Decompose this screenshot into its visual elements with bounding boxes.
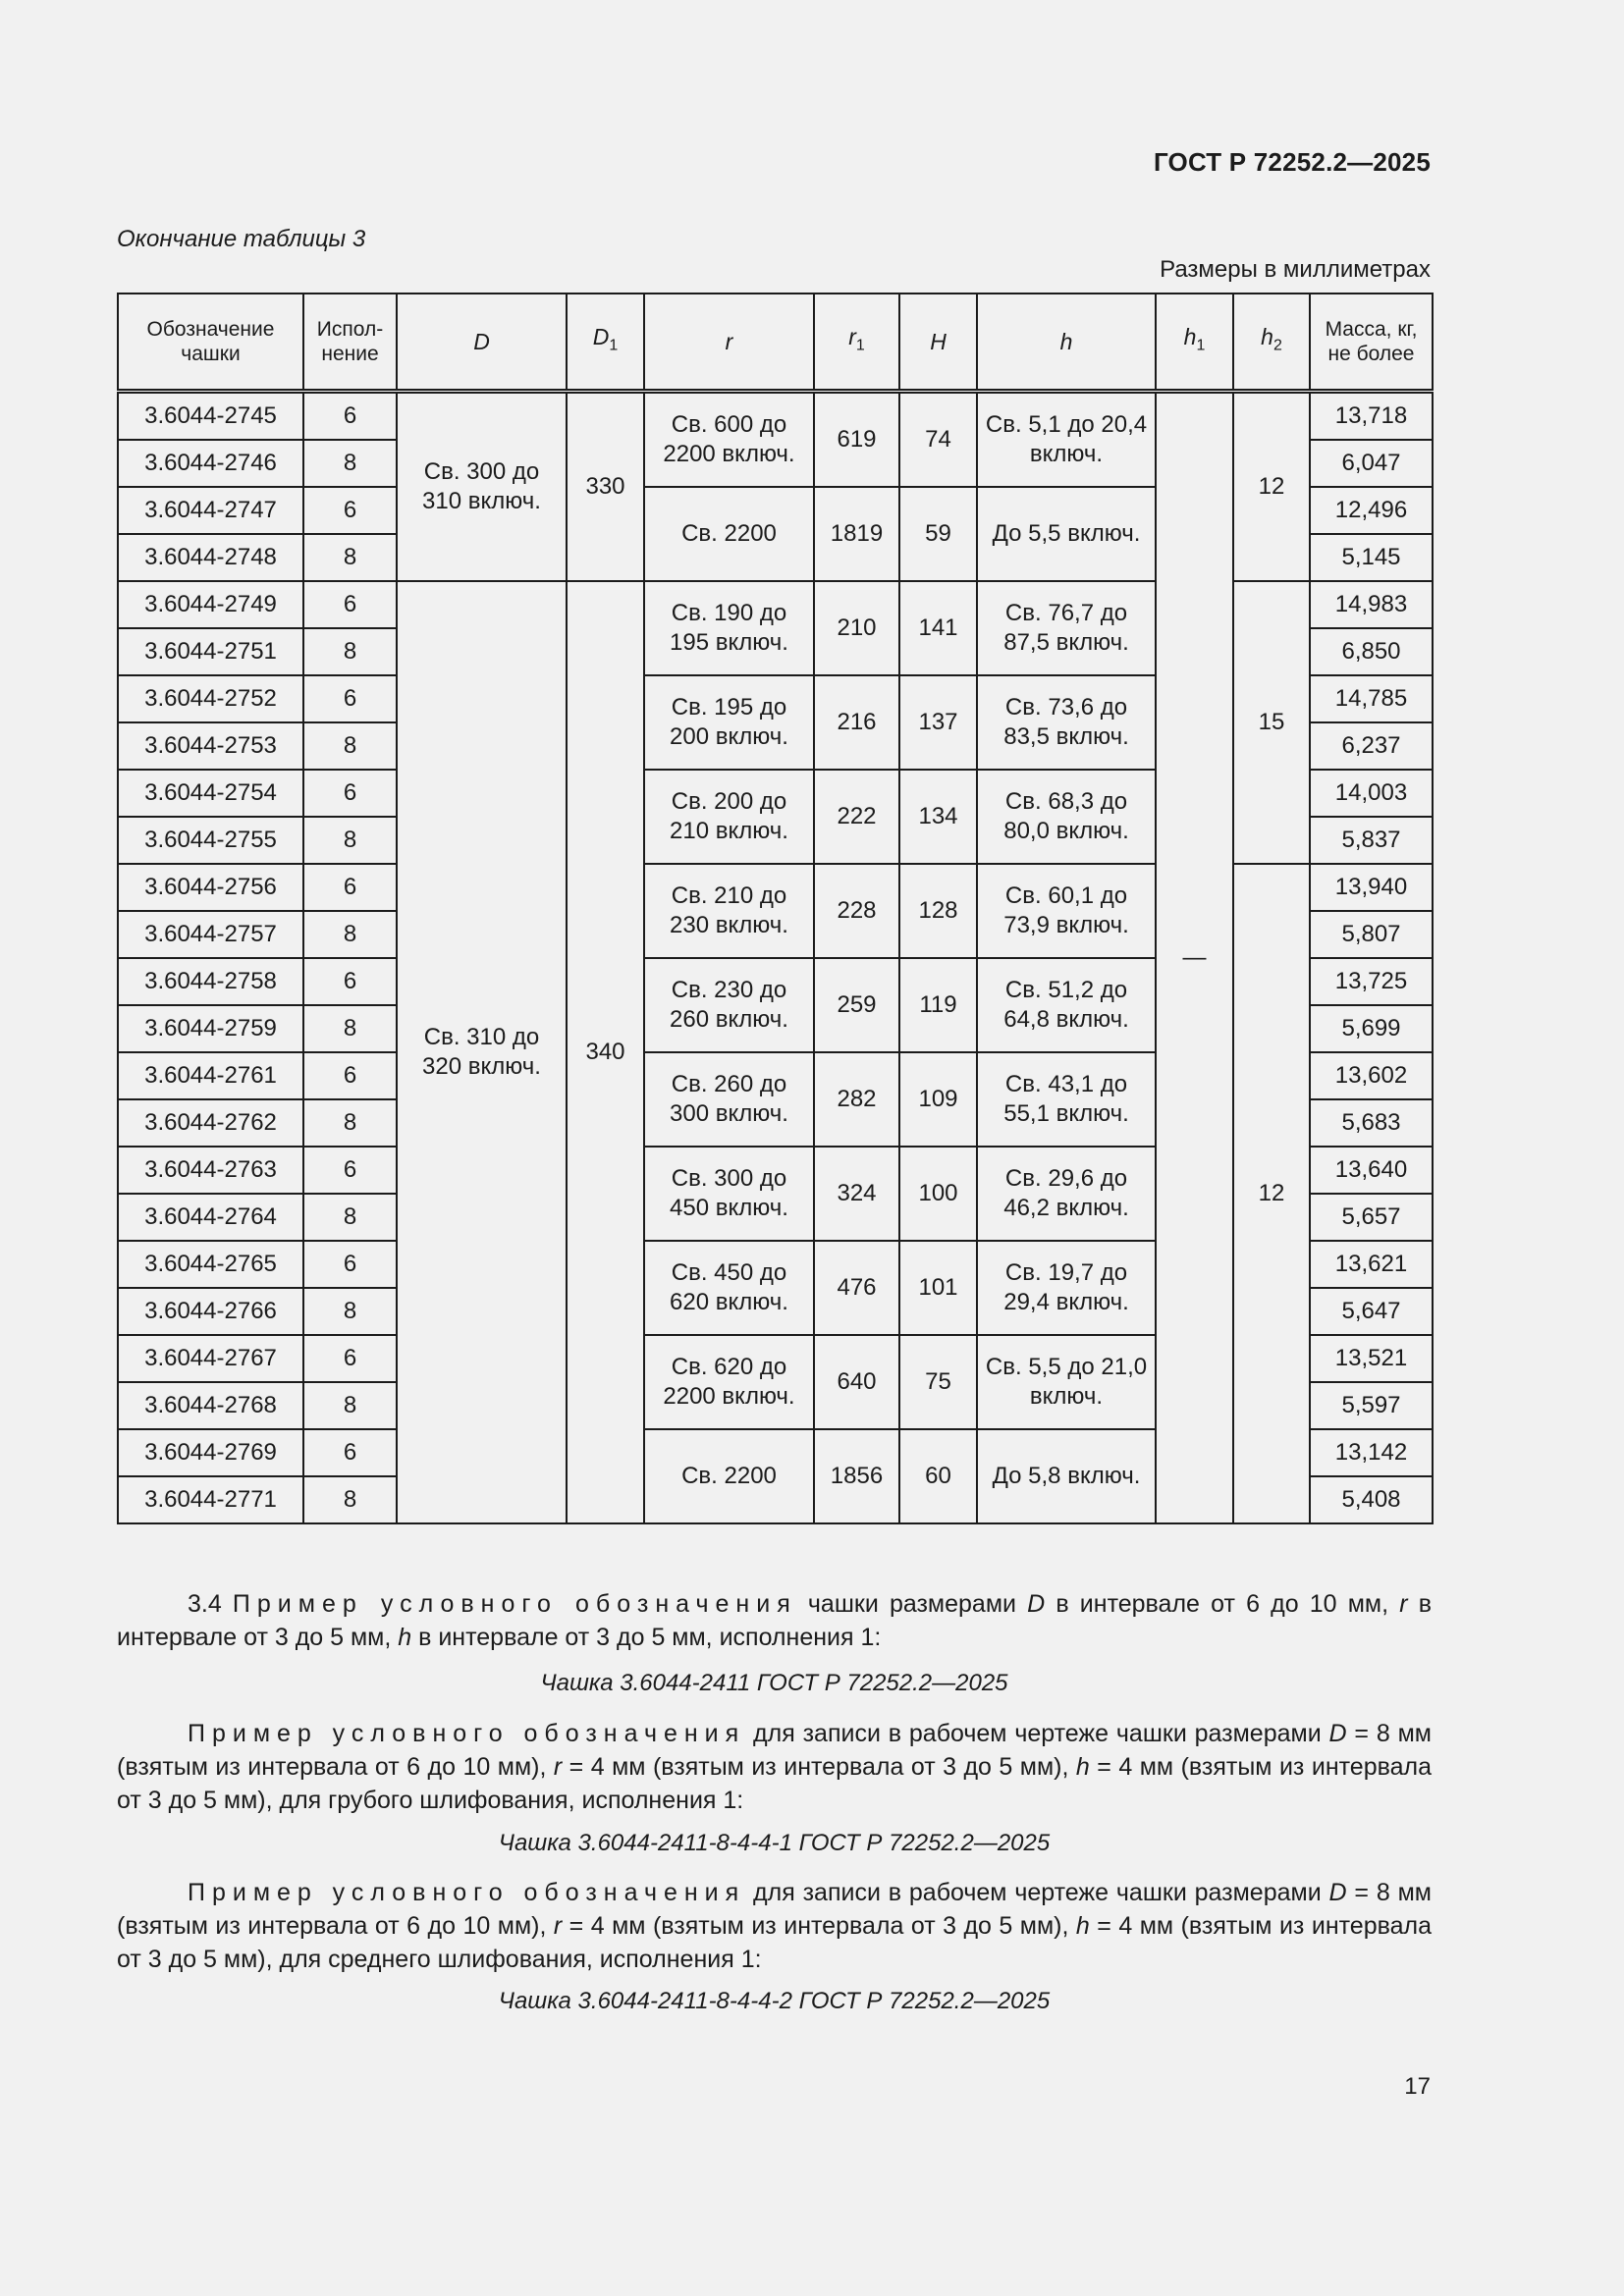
designation-cell: 3.6044-2768 xyxy=(118,1382,303,1429)
designation-cell: 3.6044-2753 xyxy=(118,722,303,770)
table-row xyxy=(118,392,1433,441)
h-cell: Св. 43,1 до 55,1 включ. xyxy=(977,1052,1156,1147)
mass-cell: 5,597 xyxy=(1310,1382,1433,1429)
H-cell: 109 xyxy=(899,1052,977,1147)
r-cell: Св. 450 до 620 включ. xyxy=(644,1241,814,1335)
header-H: H xyxy=(899,294,977,392)
r-cell: Св. 210 до 230 включ. xyxy=(644,864,814,958)
r1-cell: 1819 xyxy=(814,487,899,581)
version-cell: 6 xyxy=(303,770,397,817)
H-cell: 60 xyxy=(899,1429,977,1523)
table-row xyxy=(118,864,1433,911)
h-cell: До 5,8 включ. xyxy=(977,1429,1156,1523)
h-cell: Св. 51,2 до 64,8 включ. xyxy=(977,958,1156,1052)
designation-cell: 3.6044-2759 xyxy=(118,1005,303,1052)
header-designation: Обозначение чашки xyxy=(118,294,303,392)
h-cell: Св. 5,1 до 20,4 включ. xyxy=(977,392,1156,488)
mass-cell: 6,237 xyxy=(1310,722,1433,770)
designation-example-1: Чашка 3.6044-2411 ГОСТ Р 72252.2—2025 xyxy=(540,1670,1008,1696)
mass-cell: 14,785 xyxy=(1310,675,1433,722)
designation-cell: 3.6044-2765 xyxy=(118,1241,303,1288)
mass-cell: 13,940 xyxy=(1310,864,1433,911)
H-cell: 119 xyxy=(899,958,977,1052)
r1-cell: 210 xyxy=(814,581,899,675)
r-cell: Св. 300 до 450 включ. xyxy=(644,1147,814,1241)
H-cell: 141 xyxy=(899,581,977,675)
mass-cell: 5,145 xyxy=(1310,534,1433,581)
dimensions-table xyxy=(117,293,1434,1524)
h2-cell: 12 xyxy=(1233,864,1310,1523)
designation-example-3: Чашка 3.6044-2411-8-4-4-2 ГОСТ Р 72252.2—2025 xyxy=(498,1988,1051,2014)
version-cell: 8 xyxy=(303,1194,397,1241)
r-cell: Св. 200 до 210 включ. xyxy=(644,770,814,864)
designation-cell: 3.6044-2771 xyxy=(118,1476,303,1523)
designation-cell: 3.6044-2748 xyxy=(118,534,303,581)
r1-cell: 216 xyxy=(814,675,899,770)
r-cell: Св. 195 до 200 включ. xyxy=(644,675,814,770)
header-h1: $h_1$ xyxy=(1156,294,1233,392)
designation-cell: 3.6044-2746 xyxy=(118,440,303,487)
h-cell: Св. 29,6 до 46,2 включ. xyxy=(977,1147,1156,1241)
table-units: Размеры в миллиметрах xyxy=(1160,256,1431,283)
version-cell: 8 xyxy=(303,911,397,958)
r-cell: Св. 190 до 195 включ. xyxy=(644,581,814,675)
mass-cell: 5,699 xyxy=(1310,1005,1433,1052)
H-cell: 134 xyxy=(899,770,977,864)
designation-cell: 3.6044-2756 xyxy=(118,864,303,911)
H-cell: 75 xyxy=(899,1335,977,1429)
designation-cell: 3.6044-2751 xyxy=(118,628,303,675)
version-cell: 8 xyxy=(303,722,397,770)
section-3-4-paragraph: 3.4 Пример условного обозначения чашки размерами D в интервале от 6 до 10 мм, r в интервале от 3 до 5 мм, h в интервале от 3 до 5 мм, исполнения 1: xyxy=(117,1590,1433,1651)
version-cell: 8 xyxy=(303,817,397,864)
table-header-row xyxy=(118,294,1433,392)
designation-cell: 3.6044-2767 xyxy=(118,1335,303,1382)
r-cell: Св. 2200 xyxy=(644,487,814,581)
designation-cell: 3.6044-2758 xyxy=(118,958,303,1005)
version-cell: 8 xyxy=(303,1476,397,1523)
designation-cell: 3.6044-2745 xyxy=(118,392,303,441)
designation-cell: 3.6044-2761 xyxy=(118,1052,303,1099)
r1-cell: 222 xyxy=(814,770,899,864)
mass-cell: 13,725 xyxy=(1310,958,1433,1005)
h1-cell: — xyxy=(1156,392,1233,1524)
h-cell: Св. 19,7 до 29,4 включ. xyxy=(977,1241,1156,1335)
header-r: r xyxy=(644,294,814,392)
r1-cell: 1856 xyxy=(814,1429,899,1523)
document-id: ГОСТ Р 72252.2—2025 xyxy=(1153,147,1431,177)
version-cell: 6 xyxy=(303,864,397,911)
version-cell: 8 xyxy=(303,1382,397,1429)
designation-cell: 3.6044-2764 xyxy=(118,1194,303,1241)
mass-cell: 5,837 xyxy=(1310,817,1433,864)
designation-cell: 3.6044-2769 xyxy=(118,1429,303,1476)
version-cell: 8 xyxy=(303,440,397,487)
r-cell: Св. 620 до 2200 включ. xyxy=(644,1335,814,1429)
mass-cell: 5,657 xyxy=(1310,1194,1433,1241)
designation-cell: 3.6044-2754 xyxy=(118,770,303,817)
designation-cell: 3.6044-2755 xyxy=(118,817,303,864)
mass-cell: 5,647 xyxy=(1310,1288,1433,1335)
version-cell: 8 xyxy=(303,534,397,581)
h-cell: Св. 73,6 до 83,5 включ. xyxy=(977,675,1156,770)
designation-cell: 3.6044-2747 xyxy=(118,487,303,534)
version-cell: 6 xyxy=(303,1335,397,1382)
example-3-paragraph: Пример условного обозначения для записи в рабочем чертеже чашки размерами D = 8 мм (взятым из интервала от 6 до 10 мм), r = 4 мм (взятым из интервала от 3 до 5 мм), h = 4 мм (взятым из интервала от 3 до 5 мм), для среднего шлифования, исполнения 1: xyxy=(117,1879,1432,1973)
mass-cell: 5,408 xyxy=(1310,1476,1433,1523)
designation-cell: 3.6044-2749 xyxy=(118,581,303,628)
mass-cell: 13,718 xyxy=(1310,392,1433,441)
H-cell: 74 xyxy=(899,392,977,488)
version-cell: 6 xyxy=(303,1052,397,1099)
example-2-paragraph: Пример условного обозначения для записи в рабочем чертеже чашки размерами D = 8 мм (взятым из интервала от 6 до 10 мм), r = 4 мм (взятым из интервала от 3 до 5 мм), h = 4 мм (взятым из интервала от 3 до 5 мм), для грубого шлифования, исполнения 1: xyxy=(117,1720,1432,1814)
designation-cell: 3.6044-2766 xyxy=(118,1288,303,1335)
h2-cell: 12 xyxy=(1233,392,1310,582)
mass-cell: 14,983 xyxy=(1310,581,1433,628)
mass-cell: 6,047 xyxy=(1310,440,1433,487)
r1-cell: 228 xyxy=(814,864,899,958)
mass-cell: 14,003 xyxy=(1310,770,1433,817)
version-cell: 6 xyxy=(303,1147,397,1194)
mass-cell: 13,521 xyxy=(1310,1335,1433,1382)
header-mass: Масса, кг, не более xyxy=(1310,294,1433,392)
mass-cell: 12,496 xyxy=(1310,487,1433,534)
D-cell: Св. 310 до 320 включ. xyxy=(397,581,567,1523)
mass-cell: 13,602 xyxy=(1310,1052,1433,1099)
header-h2: $h_2$ xyxy=(1233,294,1310,392)
designation-cell: 3.6044-2762 xyxy=(118,1099,303,1147)
version-cell: 6 xyxy=(303,1429,397,1476)
section-3-4 xyxy=(117,1587,1432,1654)
H-cell: 101 xyxy=(899,1241,977,1335)
mass-cell: 13,621 xyxy=(1310,1241,1433,1288)
h-cell: Св. 60,1 до 73,9 включ. xyxy=(977,864,1156,958)
r-cell: Св. 600 до 2200 включ. xyxy=(644,392,814,488)
mass-cell: 5,807 xyxy=(1310,911,1433,958)
version-cell: 8 xyxy=(303,1005,397,1052)
example-2 xyxy=(117,1717,1432,1817)
version-cell: 6 xyxy=(303,675,397,722)
designation-cell: 3.6044-2757 xyxy=(118,911,303,958)
designation-cell: 3.6044-2752 xyxy=(118,675,303,722)
r1-cell: 476 xyxy=(814,1241,899,1335)
h-cell: Св. 68,3 до 80,0 включ. xyxy=(977,770,1156,864)
table-row xyxy=(118,581,1433,628)
h2-cell: 15 xyxy=(1233,581,1310,864)
r1-cell: 282 xyxy=(814,1052,899,1147)
h-cell: Св. 5,5 до 21,0 включ. xyxy=(977,1335,1156,1429)
page-number: 17 xyxy=(1404,2073,1431,2100)
r1-cell: 259 xyxy=(814,958,899,1052)
r-cell: Св. 230 до 260 включ. xyxy=(644,958,814,1052)
header-D1: $D_1$ xyxy=(567,294,644,392)
version-cell: 8 xyxy=(303,628,397,675)
version-cell: 6 xyxy=(303,1241,397,1288)
r1-cell: 640 xyxy=(814,1335,899,1429)
table-caption: Окончание таблицы 3 xyxy=(117,226,366,252)
r1-cell: 324 xyxy=(814,1147,899,1241)
version-cell: 6 xyxy=(303,958,397,1005)
D1-cell: 330 xyxy=(567,392,644,582)
h-cell: Св. 76,7 до 87,5 включ. xyxy=(977,581,1156,675)
mass-cell: 6,850 xyxy=(1310,628,1433,675)
mass-cell: 13,640 xyxy=(1310,1147,1433,1194)
h-cell: До 5,5 включ. xyxy=(977,487,1156,581)
header-version: Испол-нение xyxy=(303,294,397,392)
r-cell: Св. 260 до 300 включ. xyxy=(644,1052,814,1147)
H-cell: 128 xyxy=(899,864,977,958)
version-cell: 6 xyxy=(303,487,397,534)
version-cell: 6 xyxy=(303,392,397,441)
H-cell: 59 xyxy=(899,487,977,581)
version-cell: 8 xyxy=(303,1288,397,1335)
header-r1: $r_1$ xyxy=(814,294,899,392)
designation-example-2: Чашка 3.6044-2411-8-4-4-1 ГОСТ Р 72252.2—2025 xyxy=(498,1830,1051,1856)
H-cell: 137 xyxy=(899,675,977,770)
r-cell: Св. 2200 xyxy=(644,1429,814,1523)
example-3 xyxy=(117,1876,1432,1976)
D1-cell: 340 xyxy=(567,581,644,1523)
D-cell: Св. 300 до 310 включ. xyxy=(397,392,567,582)
version-cell: 6 xyxy=(303,581,397,628)
H-cell: 100 xyxy=(899,1147,977,1241)
version-cell: 8 xyxy=(303,1099,397,1147)
mass-cell: 13,142 xyxy=(1310,1429,1433,1476)
r1-cell: 619 xyxy=(814,392,899,488)
header-D: D xyxy=(397,294,567,392)
header-h: h xyxy=(977,294,1156,392)
designation-cell: 3.6044-2763 xyxy=(118,1147,303,1194)
mass-cell: 5,683 xyxy=(1310,1099,1433,1147)
